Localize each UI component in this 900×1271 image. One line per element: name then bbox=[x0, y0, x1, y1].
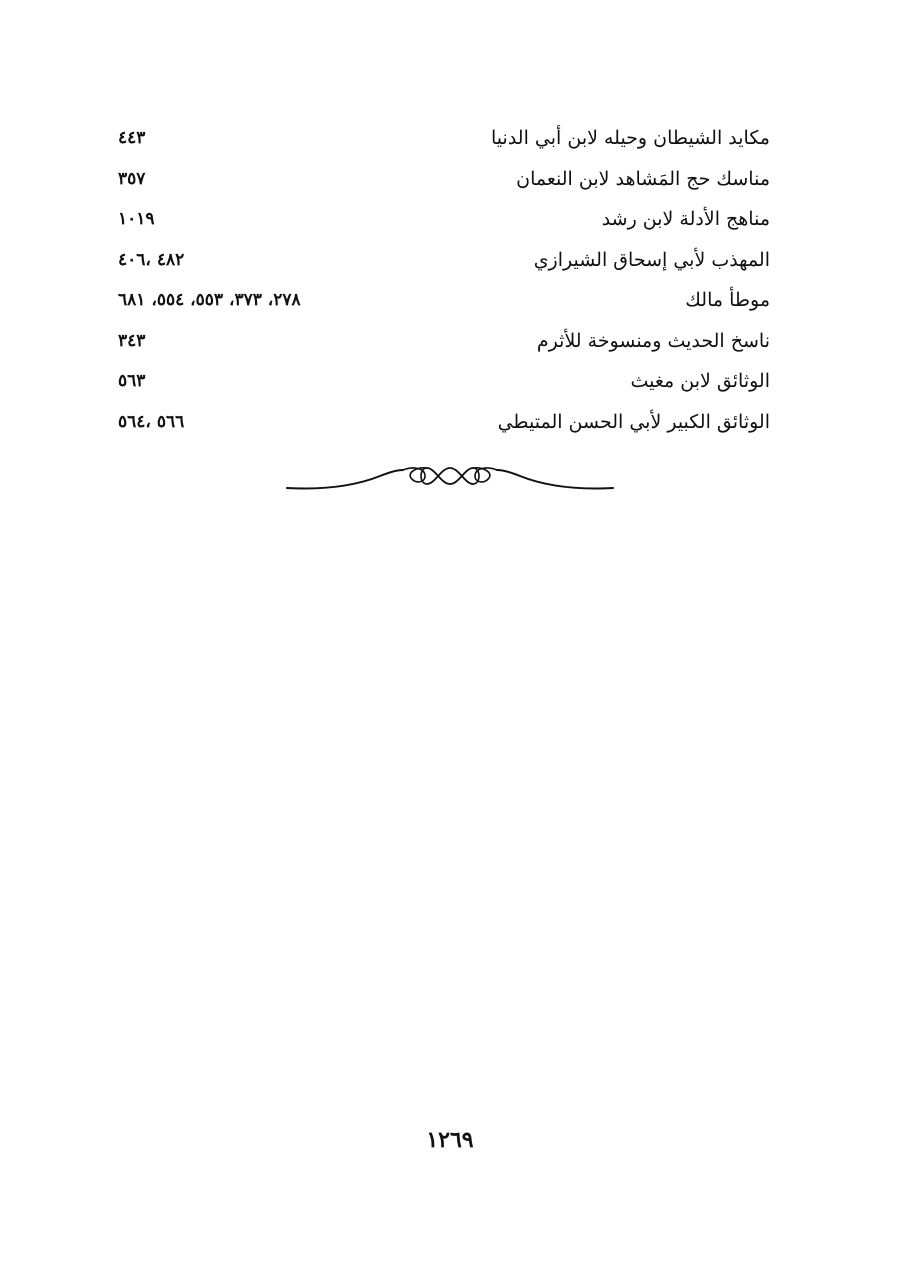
index-entry-pages: ٣٤٣ bbox=[118, 330, 146, 351]
index-entry-pages: ٢٧٨، ٣٧٣، ٥٥٣، ٥٥٤، ٦٨١ bbox=[118, 290, 301, 311]
index-entry-title: مناسك حج المَشاهد لابن النعمان bbox=[516, 167, 770, 190]
page-number: ١٢٦٩ bbox=[426, 1127, 474, 1153]
index-entry-title: مكايد الشيطان وحيله لابن أبي الدنيا bbox=[491, 127, 770, 150]
index-entry-pages: ٥٦٦ ،٥٦٤ bbox=[118, 411, 185, 432]
index-entry-pages: ٤٨٢ ،٤٠٦ bbox=[118, 249, 185, 270]
index-entry-pages: ٣٥٧ bbox=[118, 168, 146, 189]
index-entry bbox=[118, 199, 770, 240]
index-entry-pages: ٥٦٣ bbox=[118, 371, 146, 392]
index-entry bbox=[118, 402, 770, 443]
index-entry-pages: ٤٤٣ bbox=[118, 128, 146, 149]
index-entry-pages: ١٠١٩ bbox=[118, 209, 155, 230]
index-entry bbox=[118, 361, 770, 402]
index-entry-title: الوثائق لابن مغيث bbox=[630, 370, 770, 393]
index-entry bbox=[118, 240, 770, 281]
index-entry bbox=[118, 159, 770, 200]
index-entry-title: ناسخ الحديث ومنسوخة للأثرم bbox=[536, 329, 770, 352]
index-entry-title: المهذب لأبي إسحاق الشيرازي bbox=[533, 248, 770, 271]
index-entry-title: الوثائق الكبير لأبي الحسن المتيطي bbox=[497, 410, 770, 433]
index-entry-title: مناهج الأدلة لابن رشد bbox=[601, 208, 770, 231]
index-entry bbox=[118, 118, 770, 159]
index-entry-title: موطأ مالك bbox=[685, 289, 770, 312]
index-entry bbox=[118, 280, 770, 321]
flourish-divider-icon bbox=[285, 456, 615, 496]
book-index-list bbox=[118, 118, 770, 442]
index-entry bbox=[118, 321, 770, 362]
